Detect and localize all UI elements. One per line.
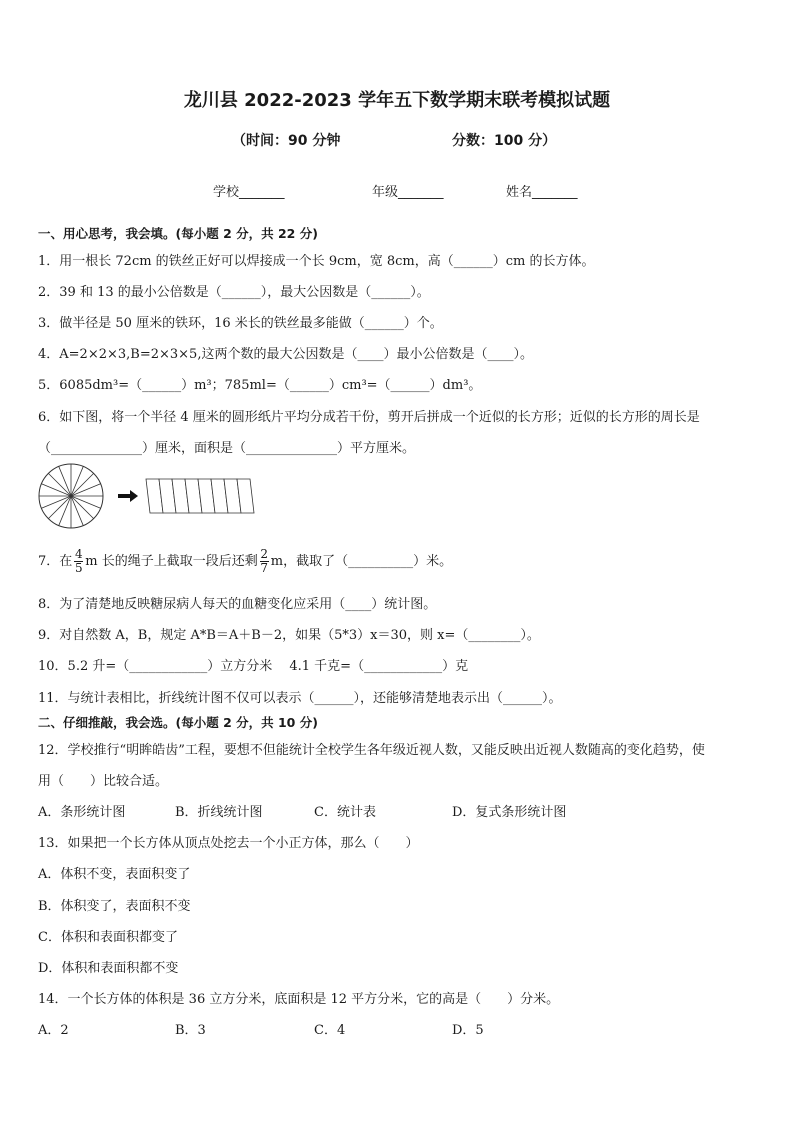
sectored-circle xyxy=(39,464,103,528)
question-6-line-1: 6．如下图，将一个半径 4 厘米的圆形纸片平均分成若干份，剪开后拼成一个近似的长方形；近似的长方形的周长是 xyxy=(38,410,700,425)
right-arrow-icon xyxy=(118,490,138,502)
fraction-numerator: 4 xyxy=(74,547,83,561)
question-7-post: m，截取了（__________）米。 xyxy=(270,554,453,569)
name-field: 姓名_______ xyxy=(506,185,578,200)
fraction-numerator: 2 xyxy=(260,547,269,561)
question-2: 2．39 和 13 的最小公倍数是（______），最大公因数是（______）。 xyxy=(38,285,430,300)
q12-option-b: B．折线统计图 xyxy=(175,805,263,820)
q12-option-d: D．复式条形统计图 xyxy=(452,805,567,820)
approx-rectangle xyxy=(146,479,254,513)
fraction-two-sevenths xyxy=(260,548,269,575)
fraction-denominator: 5 xyxy=(74,561,83,575)
section-1-title: 一、用心思考，我会填。(每小题 2 分，共 22 分) xyxy=(38,226,318,241)
circle-to-rectangle-figure xyxy=(38,463,268,543)
question-12-line-2: 用（ ）比较合适。 xyxy=(38,774,169,789)
question-3: 3．做半径是 50 厘米的铁环，16 米长的铁丝最多能做（______）个。 xyxy=(38,316,443,331)
q13-option-d: D．体积和表面积都不变 xyxy=(38,961,179,976)
q13-option-b: B．体积变了，表面积不变 xyxy=(38,899,191,914)
exam-title: 龙川县 2022-2023 学年五下数学期末联考模拟试题 xyxy=(183,90,611,111)
exam-score: 分数：100 分） xyxy=(452,133,557,149)
question-4: 4．A=2×2×3,B=2×3×5,这两个数的最大公因数是（____）最小公倍数是（____）。 xyxy=(38,347,533,362)
question-12-line-1: 12．学校推行“明眸皓齿”工程，要想不但能统计全校学生各年级近视人数，又能反映出近视人数随高的变化趋势，使 xyxy=(38,743,705,758)
q13-option-c: C．体积和表面积都变了 xyxy=(38,930,178,945)
section-2-title: 二、仔细推敲，我会选。(每小题 2 分，共 10 分) xyxy=(38,715,318,730)
exam-time: （时间：90 分钟 xyxy=(232,133,341,149)
school-field: 学校_______ xyxy=(213,185,285,200)
q14-option-c: C．4 xyxy=(314,1023,346,1038)
circle-figure-svg xyxy=(38,463,268,543)
grade-field: 年级_______ xyxy=(372,185,444,200)
question-7-pre: 7．在 xyxy=(38,554,73,569)
question-7-mid: m 长的绳子上截取一段后还剩 xyxy=(85,554,258,569)
q14-option-a: A．2 xyxy=(38,1023,69,1038)
question-10: 10．5.2 升=（____________）立方分米 4.1 千克=（____________）克 xyxy=(38,659,469,674)
q14-option-b: B．3 xyxy=(175,1023,206,1038)
question-5: 5．6085dm³=（______）m³；785ml=（______）cm³=（______）dm³。 xyxy=(38,378,482,393)
question-7 xyxy=(38,548,452,575)
question-11: 11．与统计表相比，折线统计图不仅可以表示（______），还能够清楚地表示出（______）。 xyxy=(38,691,562,706)
question-13: 13．如果把一个长方体从顶点处挖去一个小正方体，那么（ ） xyxy=(38,836,419,851)
fraction-denominator: 7 xyxy=(260,561,269,575)
q12-option-c: C．统计表 xyxy=(314,805,376,820)
q13-option-a: A．体积不变，表面积变了 xyxy=(38,867,191,882)
q14-option-d: D．5 xyxy=(452,1023,484,1038)
question-14: 14．一个长方体的体积是 36 立方分米，底面积是 12 平方分米，它的高是（ ）分米。 xyxy=(38,992,560,1007)
fraction-four-fifths xyxy=(74,548,83,575)
question-6-line-2: （______________）厘米，面积是（______________）平方厘米。 xyxy=(38,441,416,456)
question-1: 1．用一根长 72cm 的铁丝正好可以焊接成一个长 9cm，宽 8cm，高（______）cm 的长方体。 xyxy=(38,254,595,269)
question-8: 8．为了清楚地反映糖尿病人每天的血糖变化应采用（____）统计图。 xyxy=(38,597,437,612)
question-9: 9．对自然数 A，B，规定 A*B＝A＋B－2，如果（5*3）x＝30，则 x=（________）。 xyxy=(38,628,540,643)
q12-option-a: A．条形统计图 xyxy=(38,805,126,820)
